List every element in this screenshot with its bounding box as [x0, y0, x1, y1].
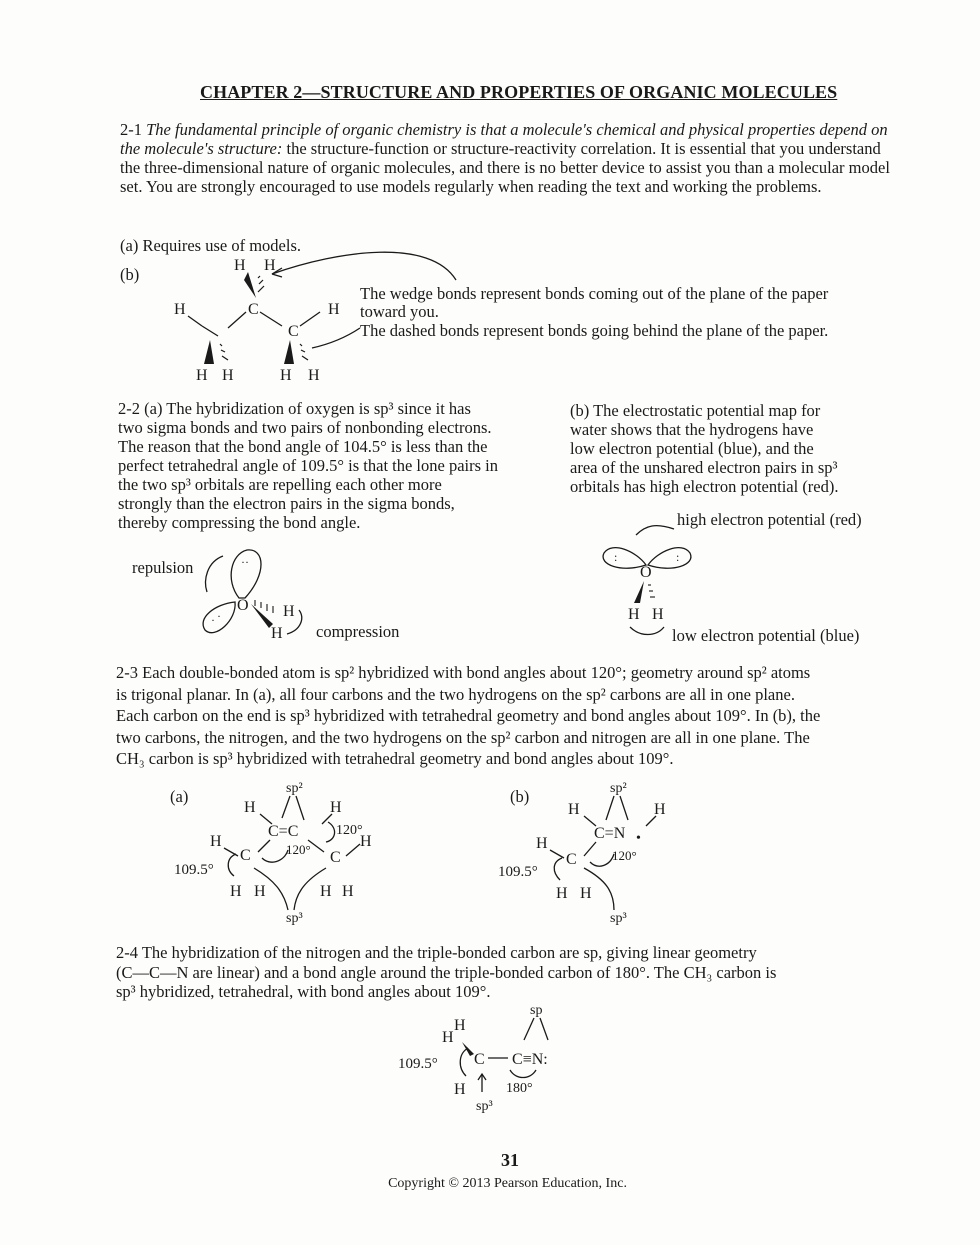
text-line: perfect tetrahedral angle of 109.5° is that the lone pairs in [118, 456, 498, 475]
text-line: (C—C—N are linear) and a bond angle around the triple-bonded carbon of 180°. The CH₃ carbon is [116, 962, 777, 982]
text-line: 2-2 (a) The hybridization of oxygen is sp³ since it has [118, 399, 471, 418]
svg-text:·: · [217, 609, 221, 623]
diagram-2-3b [496, 772, 696, 930]
atom-h: H [230, 883, 242, 900]
atom-h: H [652, 606, 664, 623]
svg-text::: : [614, 550, 618, 564]
text-line: The reason that the bond angle of 104.5° is less than the [118, 437, 488, 456]
atom-h: H [654, 801, 666, 818]
dash-note: The dashed bonds represent bonds going behind the plane of the paper. [360, 321, 829, 340]
wedge-note-line1: The wedge bonds represent bonds coming out of the plane of the paper [360, 284, 829, 303]
sp3-label: sp³ [476, 1099, 493, 1114]
atom-h: H [442, 1029, 454, 1046]
paragraph-2-3 [116, 662, 906, 770]
chapter-title: CHAPTER 2—STRUCTURE AND PROPERTIES OF ORGANIC MOLECULES [200, 82, 838, 102]
page-number: 31 [501, 1150, 519, 1170]
atom-h: H [196, 367, 208, 384]
water-diagram-b [596, 515, 706, 645]
text-line: is trigonal planar. In (a), all four carbons and the two hydrogens on the sp² carbons are all in one plane. [116, 684, 795, 704]
atom-c: C [566, 851, 577, 868]
text-line: thereby compressing the bond angle. [118, 513, 361, 532]
part-b-label: (b) [510, 787, 530, 806]
text-line: water shows that the hydrogens have [570, 420, 814, 439]
angle-109: 109.5° [498, 864, 538, 880]
atom-h: H [222, 367, 234, 384]
high-potential-label: high electron potential (red) [677, 510, 862, 529]
sp-label: sp [530, 1003, 543, 1018]
atom-h: H [536, 835, 548, 852]
atom-h: H [283, 603, 295, 620]
diagram-2-3a [170, 772, 400, 930]
angle-120: 120° [336, 823, 363, 838]
text-line: (b) The electrostatic potential map for [570, 401, 821, 420]
atom-c: C [474, 1051, 485, 1068]
atom-h: H [280, 367, 292, 384]
angle-120: 120° [612, 848, 637, 863]
text-line: strongly than the electron pairs in the sigma bonds, [118, 494, 455, 513]
text-line: 2-4 The hybridization of the nitrogen and the triple-bonded carbon are sp, giving linear geometry [116, 943, 757, 962]
atom-c: C [248, 301, 259, 318]
paragraph-2-2b [570, 401, 900, 496]
atom-h: H [320, 883, 332, 900]
angle-109: 109.5° [174, 862, 214, 878]
text-line: two carbons, the nitrogen, and the two hydrogens on the sp² carbon and nitrogen are all in one plane. The [116, 727, 810, 747]
text-line: Each carbon on the end is sp³ hybridized with tetrahedral geometry and bond angles about 109°. In (b), the [116, 706, 821, 725]
sp3-label: sp³ [610, 911, 627, 926]
atom-h: H [254, 883, 266, 900]
part-b-label: (b) [120, 265, 140, 284]
copyright: Copyright © 2013 Pearson Education, Inc. [388, 1176, 627, 1191]
atom-h: H [580, 885, 592, 902]
diagram-2-4 [396, 996, 596, 1144]
sp3-label: sp³ [286, 911, 303, 926]
cn-double-bond: C=N [594, 825, 626, 842]
angle-180: 180° [506, 1081, 533, 1096]
paragraph-2-2a [118, 399, 548, 532]
atom-h: H [360, 833, 372, 850]
atom-h: H [568, 801, 580, 818]
atom-h: H [556, 885, 568, 902]
water-diagram-a [195, 540, 320, 645]
text-line: sp³ hybridized, tetrahedral, with bond angles about 109°. [116, 982, 491, 1001]
text-line: 2-3 Each double-bonded atom is sp² hybridized with bond angles about 120°; geometry around sp² atoms [116, 663, 811, 682]
repulsion-arc [206, 556, 223, 592]
paragraph-2-4 [116, 943, 906, 1002]
problem-number: 2-1 [120, 120, 147, 139]
atom-h: H [264, 257, 276, 274]
atom-h: H [328, 301, 340, 318]
angle-120: 120° [286, 842, 311, 857]
high-potential-arc [636, 526, 674, 535]
atom-h: H [244, 799, 256, 816]
atom-h: H [454, 1017, 466, 1034]
atom-h: H [342, 883, 354, 900]
atom-h: H [308, 367, 320, 384]
part-a-label: (a) [170, 787, 189, 806]
atom-h: H [210, 833, 222, 850]
compression-label: compression [316, 622, 400, 641]
atom-o: O [237, 597, 249, 614]
atom-h: H [271, 625, 283, 642]
low-potential-arc [630, 627, 664, 635]
text-line: area of the unshared electron pairs in sp³ [570, 458, 838, 477]
atom-c: C [240, 847, 251, 864]
text-line: two sigma bonds and two pairs of nonbonding electrons. [118, 418, 492, 437]
atom-h: H [330, 799, 342, 816]
cc-double-bond: C=C [268, 823, 299, 840]
svg-text:•: • [636, 831, 641, 846]
sp2-label: sp² [286, 781, 303, 796]
svg-text:·: · [211, 613, 215, 627]
atom-h: H [234, 257, 246, 274]
text-line: the two sp³ orbitals are repelling each other more [118, 475, 442, 494]
atom-h: H [454, 1081, 466, 1098]
repulsion-label: repulsion [132, 558, 194, 577]
text-line: CH₃ carbon is sp³ hybridized with tetrahedral geometry and bond angles about 109°. [116, 749, 674, 768]
wedge-note-line2: toward you. [360, 302, 439, 321]
cn-triple-bond: C≡N: [512, 1051, 548, 1068]
atom-o: O [640, 564, 652, 581]
atom-h: H [174, 301, 186, 318]
part-a-models: (a) Requires use of models. [120, 236, 301, 255]
paragraph-2-1 [120, 120, 890, 196]
angle-109: 109.5° [398, 1056, 438, 1072]
text-line: low electron potential (blue), and the [570, 439, 814, 458]
diagram-2-1b [160, 240, 460, 390]
text-line: orbitals has high electron potential (red). [570, 477, 839, 496]
svg-text::: : [676, 550, 680, 564]
paragraph-text: the structure-function or structure-reactivity correlation. It is essential that you understand the three-dimensional nature of organic molecules, and there is no better device to assist you than a molecular model set. You are strongly encouraged to use models regularly when reading the text and working the problems. [120, 139, 890, 196]
atom-c: C [330, 849, 341, 866]
principle-italic: The fundamental principle of organic chemistry is that a molecule's chemical and physical properties depend on the molecule's structure: [120, 120, 888, 158]
atom-c: C [288, 323, 299, 340]
atom-h: H [628, 606, 640, 623]
sp2-label: sp² [610, 781, 627, 796]
svg-text:··: ·· [241, 555, 249, 569]
lone-pair-orbital [648, 548, 691, 569]
low-potential-label: low electron potential (blue) [672, 626, 860, 645]
